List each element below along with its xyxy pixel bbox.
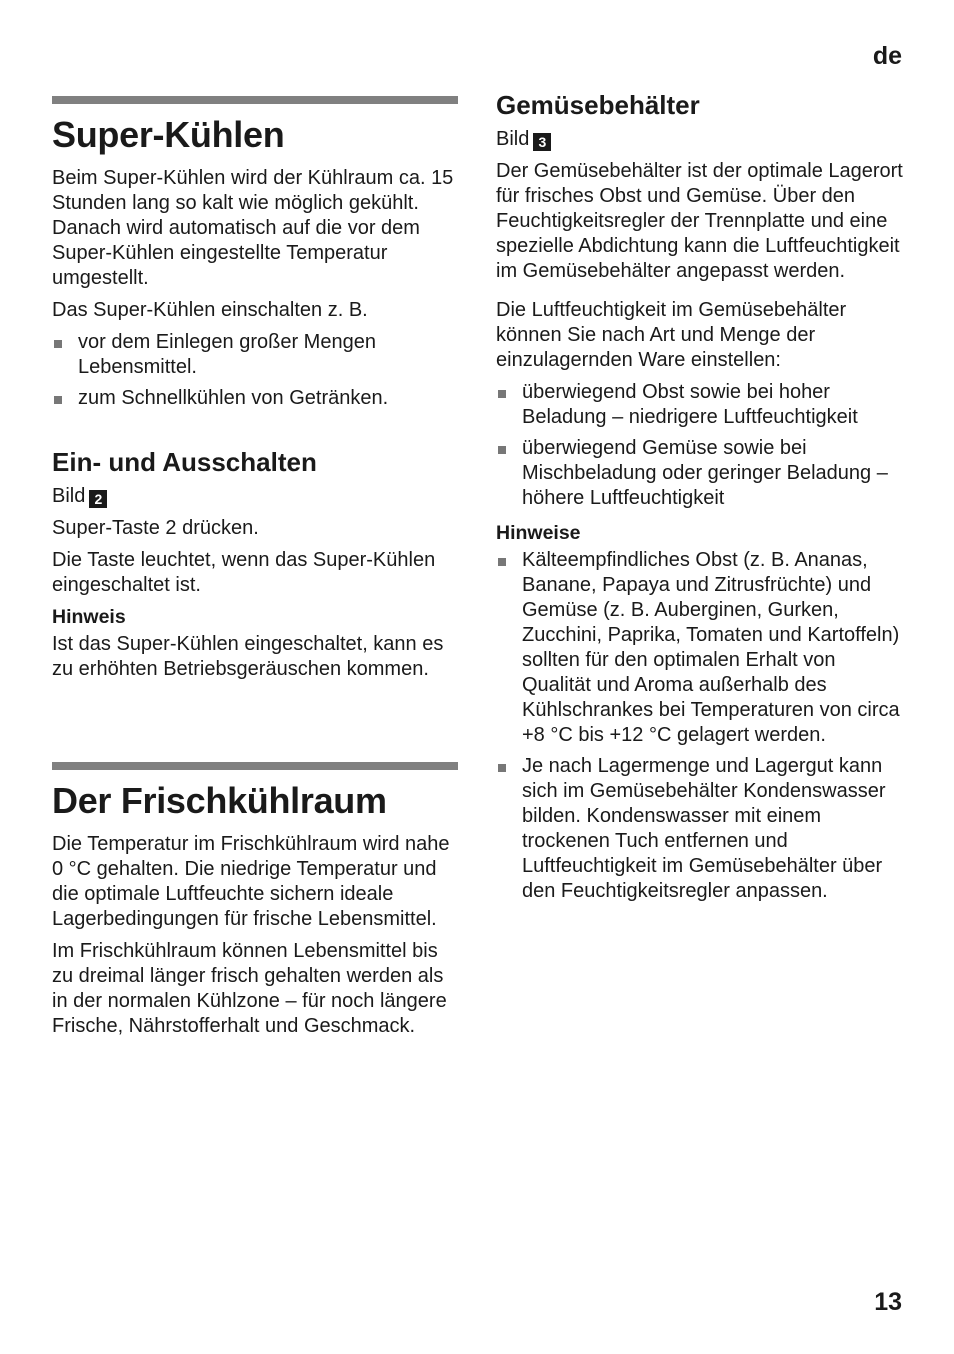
subsection-title: Gemüsebehälter bbox=[496, 90, 700, 120]
page-number: 13 bbox=[874, 1288, 902, 1316]
list-item: überwiegend Obst sowie bei hoher Beladung – niedrigere Luftfeuchtigkeit bbox=[496, 380, 906, 430]
subsection-title: Ein- und Ausschalten bbox=[52, 447, 317, 477]
section-rule bbox=[52, 96, 458, 104]
list-item: vor dem Einlegen großer Mengen Lebensmittel. bbox=[52, 330, 458, 380]
list-item: Je nach Lagermenge und Lagergut kann sich im Gemüsebehälter Kondenswasser bilden. Kondenswasser mit einem trockenen Tuch entfernen und Luftfeuchtigkeit im Gemüsebehälter über den Feuchtigkeitsregler anpassen. bbox=[496, 754, 906, 904]
section-title: Der Frischkühlraum bbox=[52, 780, 387, 821]
paragraph: Die Luftfeuchtigkeit im Gemüsebehälter können Sie nach Art und Menge der einzulagernden Ware einstellen: bbox=[496, 299, 847, 371]
list-item: überwiegend Gemüse sowie bei Mischbeladung oder geringer Beladung – höhere Luftfeuchtigkeit bbox=[496, 436, 906, 511]
paragraph: Der Gemüsebehälter ist der optimale Lagerort für frisches Obst und Gemüse. Über den Feuchtigkeitsregler der Trennplatte und eine spezielle Abdichtung kann die Luftfeuchtigkeit im Gemüsebehälter angepasst werden. bbox=[496, 160, 903, 282]
figure-reference bbox=[52, 484, 458, 509]
paragraph: Super-Taste 2 drücken. bbox=[52, 517, 259, 539]
paragraph: Die Temperatur im Frischkühlraum wird nahe 0 °C gehalten. Die niedrige Temperatur und die optimale Luftfeuchte sichern ideale Lagerbedingungen für frische Lebensmittel. bbox=[52, 833, 450, 930]
figure-label: Bild bbox=[496, 128, 530, 150]
language-label: de bbox=[872, 42, 902, 70]
paragraph: Im Frischkühlraum können Lebensmittel bis zu dreimal länger frisch gehalten werden als in der normalen Kühlzone – für noch längere Frische, Nährstofferhalt und Geschmack. bbox=[52, 940, 447, 1037]
list-item: zum Schnellkühlen von Getränken. bbox=[52, 386, 458, 411]
gemuesebehaelter-section bbox=[496, 89, 906, 911]
figure-label: Bild bbox=[52, 485, 86, 507]
figure-number-icon: 3 bbox=[533, 133, 551, 151]
section-rule bbox=[52, 762, 458, 770]
note-title: Hinweis bbox=[52, 606, 126, 628]
frischkuehlraum-section bbox=[52, 762, 458, 1046]
bullet-list bbox=[496, 380, 906, 511]
figure-number-icon: 2 bbox=[89, 490, 107, 508]
ein-ausschalten-section bbox=[52, 446, 458, 689]
paragraph: Das Super-Kühlen einschalten z. B. bbox=[52, 299, 368, 321]
notes-title: Hinweise bbox=[496, 522, 581, 544]
super-kuehlen-section bbox=[52, 96, 458, 418]
figure-reference bbox=[496, 127, 906, 152]
notes-list bbox=[496, 548, 906, 904]
section-title: Super-Kühlen bbox=[52, 114, 285, 155]
paragraph: Die Taste leuchtet, wenn das Super-Kühlen eingeschaltet ist. bbox=[52, 549, 436, 596]
list-item: Kälteempfindliches Obst (z. B. Ananas, Banane, Papaya und Zitrusfrüchte) und Gemüse (z. B. Auberginen, Gurken, Zucchini, Paprika, Tomaten und Kartoffeln) sollten für den optimalen Erhalt von Qualität und Aroma außerhalb des Kühlschrankes bei Temperaturen von circa +8 °C bis +12 °C gelagert werden. bbox=[496, 548, 906, 748]
note-text: Ist das Super-Kühlen eingeschaltet, kann es zu erhöhten Betriebsgeräuschen kommen. bbox=[52, 633, 444, 680]
bullet-list bbox=[52, 330, 458, 411]
paragraph: Beim Super-Kühlen wird der Kühlraum ca. 15 Stunden lang so kalt wie möglich gekühlt. Danach wird automatisch auf die vor dem Super-Kühlen eingestellte Temperatur umgestellt. bbox=[52, 167, 454, 289]
